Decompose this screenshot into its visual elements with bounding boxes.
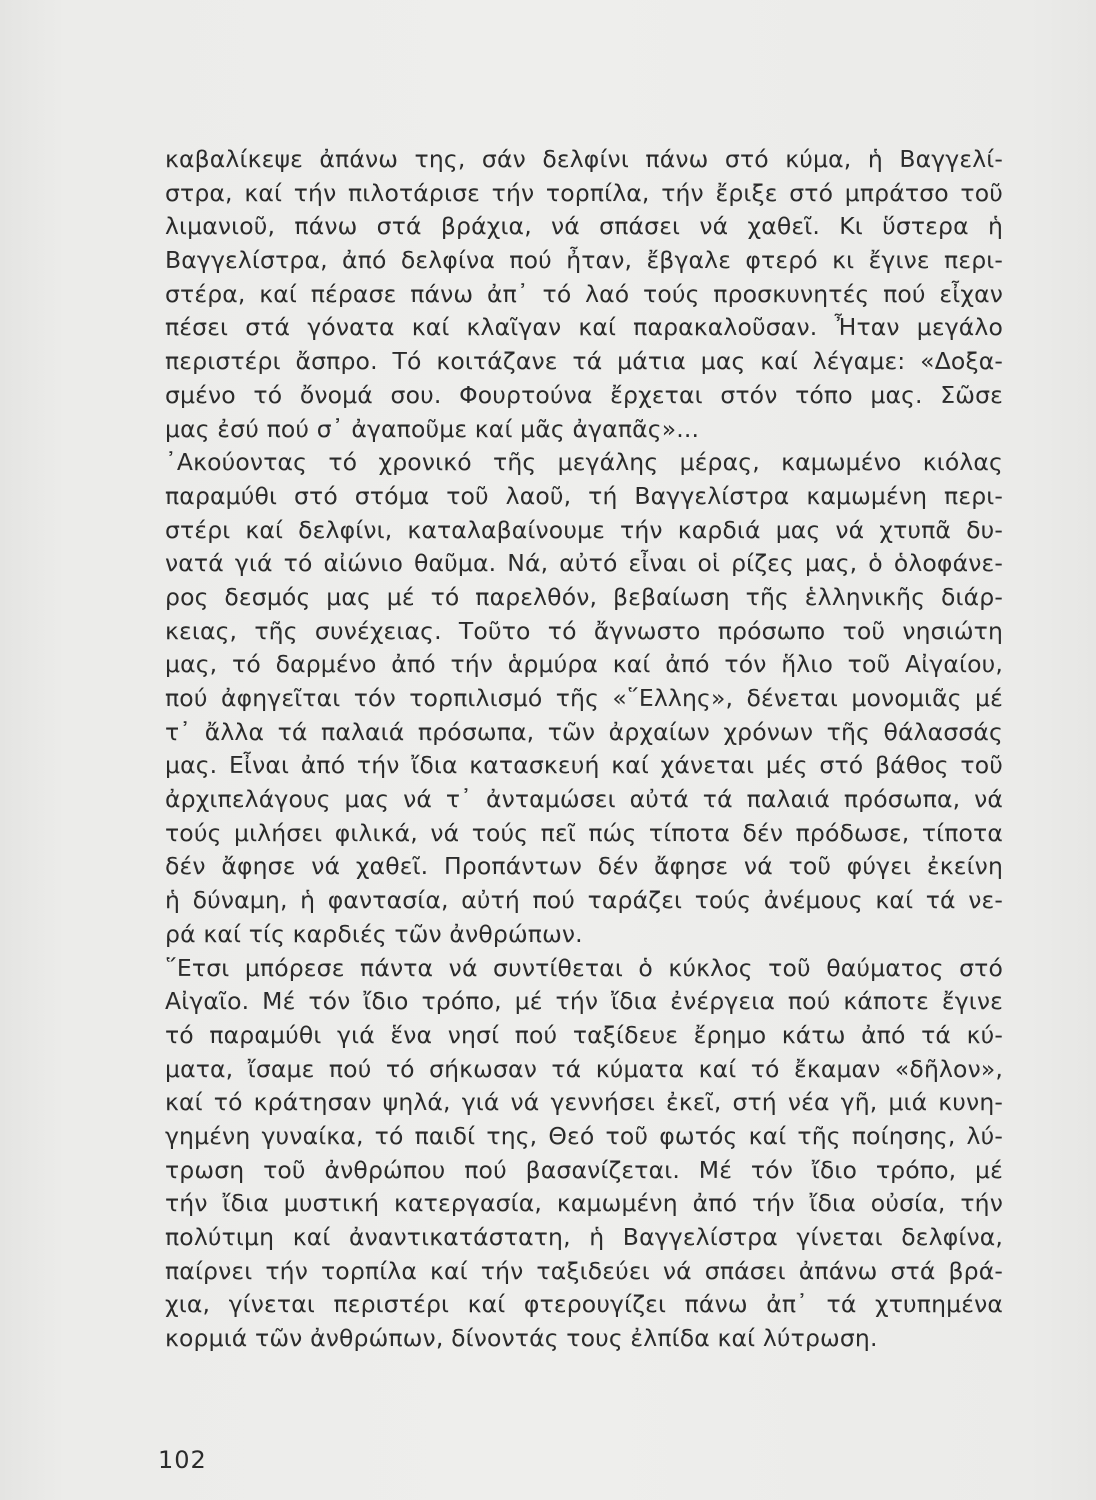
text-line: ἡ δύναμη, ἡ φαντασία, αὐτή πού ταράζει τούς ἀνέμους καί τά νε- xyxy=(165,886,1003,915)
text-line: κορμιά τῶν ἀνθρώπων, δίνοντάς τους ἐλπίδα καί λύτρωση. xyxy=(165,1324,878,1353)
text-line: τό παραμύθι γιά ἕνα νησί πού ταξίδευε ἔρημο κάτω ἀπό τά κύ- xyxy=(165,1020,1003,1049)
text-line: στέρι καί δελφίνι, καταλαβαίνουμε τήν καρδιά μας νά χτυπᾶ δυ- xyxy=(165,515,1003,544)
text-line: μας. Εἶναι ἀπό τήν ἴδια κατασκευή καί χάνεται μές στό βάθος τοῦ xyxy=(165,751,1003,780)
text-line: σμένο τό ὄνομά σου. Φουρτούνα ἔρχεται στόν τόπο μας. Σῶσε xyxy=(165,380,1003,409)
text-line: χια, γίνεται περιστέρι καί φτερουγίζει πάνω ἀπ᾿ τά χτυπημένα xyxy=(165,1290,1003,1319)
text-line: τήν ἴδια μυστική κατεργασία, καμωμένη ἀπό τήν ἴδια οὐσία, τήν xyxy=(165,1189,1003,1218)
text-line: ᾿Ακούοντας τό χρονικό τῆς μεγάλης μέρας, καμωμένο κιόλας xyxy=(165,448,1003,477)
text-line: κειας, τῆς συνέχειας. Τοῦτο τό ἄγνωστο πρόσωπο τοῦ νησιώτη xyxy=(165,616,1003,645)
text-line: τ᾿ ἄλλα τά παλαιά πρόσωπα, τῶν ἀρχαίων χρόνων τῆς θάλασσάς xyxy=(165,717,1003,746)
text-line: παραμύθι στό στόμα τοῦ λαοῦ, τή Βαγγελίστρα καμωμένη περι- xyxy=(165,481,1003,510)
text-line: μας, τό δαρμένο ἀπό τήν ἁρμύρα καί ἀπό τόν ἥλιο τοῦ Αἰγαίου, xyxy=(165,650,1003,679)
text-line: γημένη γυναίκα, τό παιδί της, Θεό τοῦ φωτός καί τῆς ποίησης, λύ- xyxy=(165,1121,1003,1150)
text-line: λιμανιοῦ, πάνω στά βράχια, νά σπάσει νά χαθεῖ. Κι ὕστερα ἡ xyxy=(165,212,1003,241)
text-line: στέρα, καί πέρασε πάνω ἀπ᾿ τό λαό τούς προσκυνητές πού εἶχαν xyxy=(165,279,1003,308)
text-line: ρος δεσμός μας μέ τό παρελθόν, βεβαίωση τῆς ἑλληνικῆς διάρ- xyxy=(165,582,1003,611)
text-line: ματα, ἴσαμε πού τό σήκωσαν τά κύματα καί τό ἔκαμαν «δῆλον», xyxy=(165,1054,1003,1083)
text-line: καί τό κράτησαν ψηλά, γιά νά γεννήσει ἐκεῖ, στή νέα γῆ, μιά κυνη- xyxy=(165,1088,1003,1117)
text-line: πού ἀφηγεῖται τόν τορπιλισμό τῆς «῞Ελλης», δένεται μονομιᾶς μέ xyxy=(165,684,1003,712)
text-line: ρά καί τίς καρδιές τῶν ἀνθρώπων. xyxy=(165,919,583,948)
text-line: στρα, καί τήν πιλοτάρισε τήν τορπίλα, τήν ἔριξε στό μπράτσο τοῦ xyxy=(165,178,1003,207)
text-line: πέσει στά γόνατα καί κλαῖγαν καί παρακαλοῦσαν. Ἦταν μεγάλο xyxy=(165,313,1003,342)
text-line: δέν ἄφησε νά χαθεῖ. Προπάντων δέν ἄφησε νά τοῦ φύγει ἐκείνη xyxy=(165,852,1003,881)
text-line: τρωση τοῦ ἀνθρώπου πού βασανίζεται. Μέ τόν ἴδιο τρόπο, μέ xyxy=(165,1155,1003,1184)
text-line: παίρνει τήν τορπίλα καί τήν ταξιδεύει νά σπάσει ἀπάνω στά βρά- xyxy=(165,1256,1003,1285)
body-text xyxy=(165,143,1003,1356)
text-line: Αἰγαῖο. Μέ τόν ἴδιο τρόπο, μέ τήν ἴδια ἐνέργεια πού κάποτε ἔγινε xyxy=(165,987,1003,1016)
text-line: καβαλίκεψε ἀπάνω της, σάν δελφίνι πάνω στό κύμα, ἡ Βαγγελί- xyxy=(165,145,1003,173)
text-line: μας ἐσύ πού σ᾿ ἀγαποῦμε καί μᾶς ἀγαπᾶς»... xyxy=(165,414,700,443)
text-line: νατά γιά τό αἰώνιο θαῦμα. Νά, αὐτό εἶναι οἱ ρίζες μας, ὁ ὁλοφάνε- xyxy=(165,549,1003,578)
text-line: πολύτιμη καί ἀναντικατάστατη, ἡ Βαγγελίστρα γίνεται δελφίνα, xyxy=(165,1223,1003,1251)
text-line: περιστέρι ἄσπρο. Τό κοιτάζανε τά μάτια μας καί λέγαμε: «Δοξα- xyxy=(165,347,1003,376)
text-line: ἀρχιπελάγους μας νά τ᾿ ἀνταμώσει αὐτά τά παλαιά πρόσωπα, νά xyxy=(165,785,1003,814)
page-number: 102 xyxy=(158,1446,207,1474)
text-line: ῞Ετσι μπόρεσε πάντα νά συντίθεται ὁ κύκλος τοῦ θαύματος στό xyxy=(165,953,1003,982)
text-line: τούς μιλήσει φιλικά, νά τούς πεῖ πώς τίποτα δέν πρόδωσε, τίποτα xyxy=(165,818,1003,847)
text-line: Βαγγελίστρα, ἀπό δελφίνα πού ἦταν, ἔβγαλε φτερό κι ἔγινε περι- xyxy=(165,246,1003,275)
